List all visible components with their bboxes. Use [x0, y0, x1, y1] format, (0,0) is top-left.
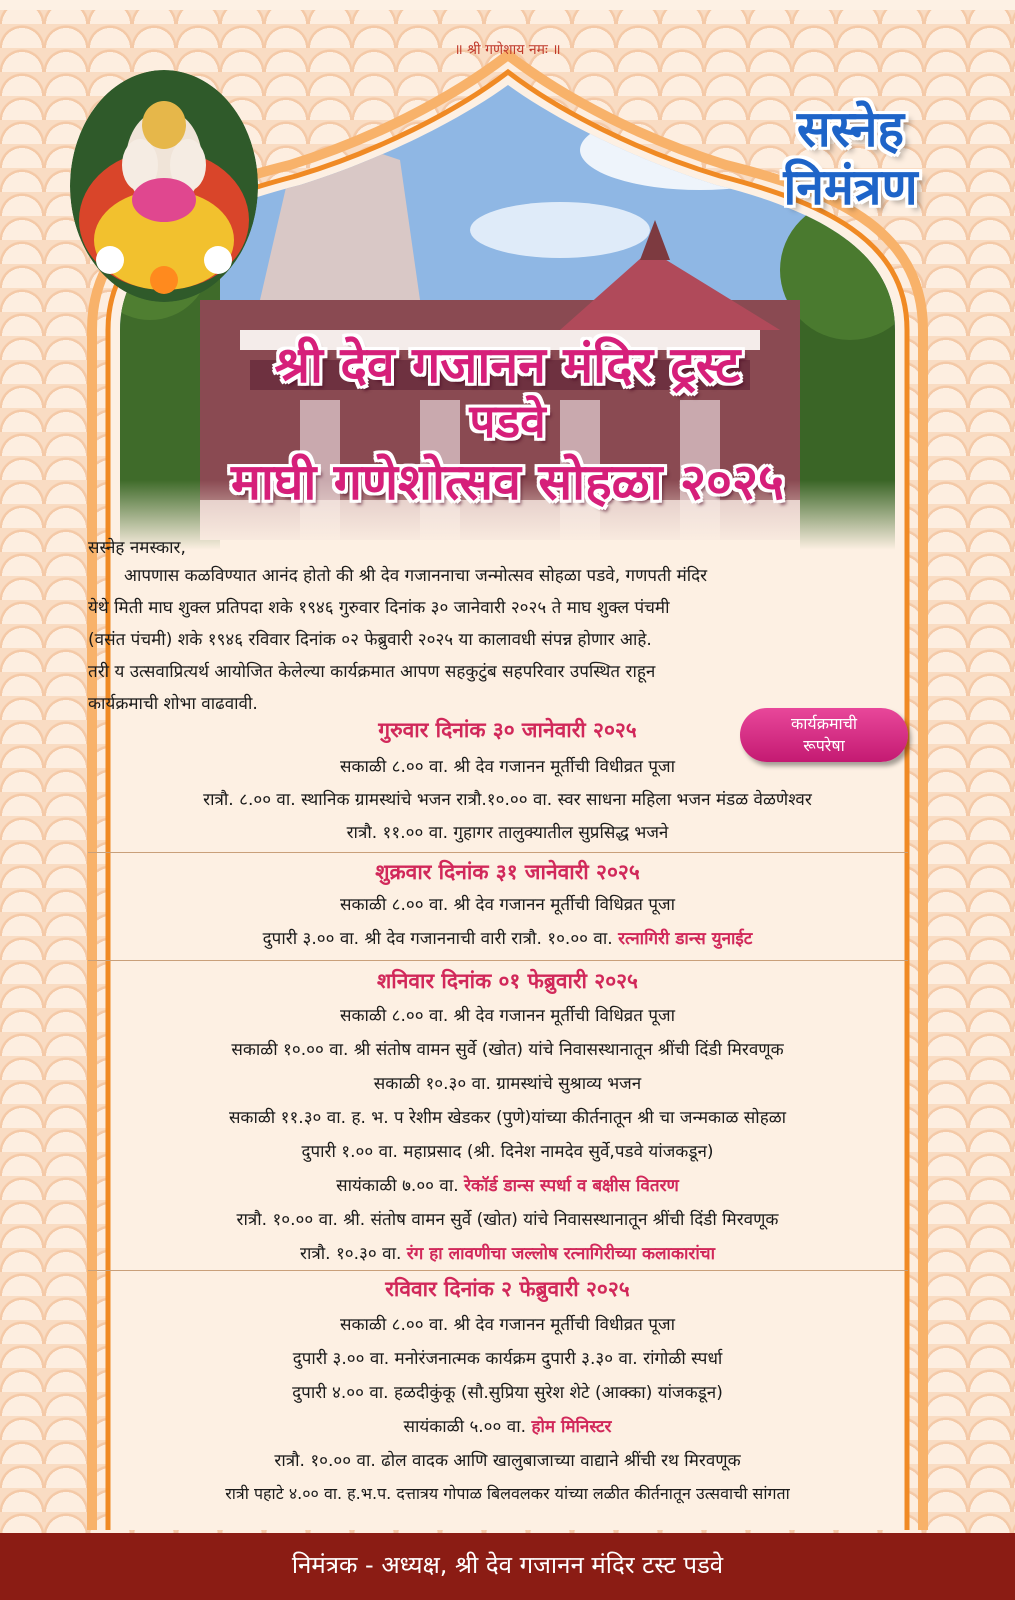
- schedule-line: सकाळी १०.३० वा. ग्रामस्थांचे सुश्राव्य भजन: [373, 1074, 642, 1094]
- divider: [88, 852, 908, 853]
- intro-line: कार्यक्रमाची शोभा वाढवावी.: [88, 694, 258, 714]
- title-village: पडवे: [469, 394, 546, 448]
- schedule-badge-line-1: कार्यक्रमाची: [790, 714, 858, 733]
- highlight-text: रत्नागिरी डान्स युनाईट: [618, 929, 753, 949]
- day-heading-thursday: गुरुवार दिनांक ३० जानेवारी २०२५: [378, 718, 637, 742]
- invitation-badge: [738, 100, 963, 216]
- schedule-line: दुपारी ३.०० वा. श्री देव गजाननाची वारी रात्रौ. १०.०० वा. रत्नागिरी डान्स युनाईट: [262, 929, 753, 949]
- title-festival: माघी गणेशोत्सव सोहळा २०२५: [231, 453, 784, 511]
- schedule-badge-line-2: रूपरेषा: [803, 736, 845, 755]
- intro-line: तरी य उत्सवाप्रित्यर्थ आयोजित केलेल्या कार्यक्रमात आपण सहकुटुंब सहपरिवार उपस्थित राहून: [88, 662, 656, 682]
- divider: [88, 1270, 908, 1271]
- highlight-text: रेकॉर्ड डान्स स्पर्धा व बक्षीस वितरण: [464, 1176, 679, 1196]
- highlight-text: रंग हा लावणीचा जल्लोष रत्नागिरीच्या कलाकारांचा: [406, 1244, 715, 1264]
- schedule-line: सकाळी ११.३० वा. ह. भ. प रेशीम खेडकर (पुणे)यांच्या कीर्तनातून श्री चा जन्मकाळ सोहळा: [228, 1108, 787, 1128]
- schedule-line: सकाळी १०.०० वा. श्री संतोष वामन सुर्वे (खोत) यांचे निवासस्थानातून श्रींची दिंडी मिरवणूक: [231, 1040, 784, 1060]
- schedule-line: सायंकाळी ५.०० वा. होम मिनिस्टर: [403, 1417, 612, 1437]
- invocation-text: ॥ श्री गणेशाय नमः ॥: [454, 42, 561, 58]
- divider: [88, 960, 908, 961]
- intro-paragraph: [88, 560, 928, 720]
- intro-line: (वसंत पंचमी) शके १९४६ रविवार दिनांक ०२ फेब्रुवारी २०२५ या कालावधी संपन्न होणार आहे.: [88, 630, 652, 650]
- footer-organizer: निमंत्रक - अध्यक्ष, श्री देव गजानन मंदिर टस्ट पडवे: [291, 1551, 724, 1579]
- greeting: सस्नेह नमस्कार,: [88, 538, 186, 558]
- schedule-line: दुपारी ४.०० वा. हळदीकुंकू (सौ.सुप्रिया सुरेश शेटे (आक्का) यांजकडून): [292, 1383, 723, 1403]
- intro-line: येथे मिती माघ शुक्ल प्रतिपदा शके १९४६ गुरुवार दिनांक ३० जानेवारी २०२५ ते माघ शुक्ल पंचमी: [88, 598, 670, 618]
- title-trust-name: श्री देव गजानन मंदिर ट्रस्ट: [274, 336, 741, 394]
- schedule-line: रात्रौ. ११.०० वा. गुहागर तालुक्यातील सुप्रसिद्ध भजने: [346, 823, 669, 843]
- schedule-line: सकाळी ८.०० वा. श्री देव गजानन मूर्तीची विधीव्रत पूजा: [339, 1315, 676, 1335]
- schedule-line: सकाळी ८.०० वा. श्री देव गजानन मूर्तीची विधीव्रत पूजा: [339, 757, 676, 777]
- schedule-line: सकाळी ८.०० वा. श्री देव गजानन मूर्तीची विधिव्रत पूजा: [339, 1006, 676, 1026]
- day-heading-sunday: रविवार दिनांक २ फेब्रुवारी २०२५: [385, 1277, 630, 1301]
- schedule-line: दुपारी १.०० वा. महाप्रसाद (श्री. दिनेश नामदेव सुर्वे,पडवे यांजकडून): [301, 1142, 714, 1162]
- schedule-line: दुपारी ३.०० वा. मनोरंजनात्मक कार्यक्रम दुपारी ३.३० वा. रांगोळी स्पर्धा: [292, 1349, 723, 1369]
- highlight-text: होम मिनिस्टर: [531, 1417, 612, 1437]
- badge-line-2: निमंत्रण: [783, 158, 918, 216]
- schedule-line: रात्री पहाटे ४.०० वा. ह.भ.प. दत्तात्रय गोपाळ बिलवलकर यांच्या लळीत कीर्तनातून उत्सवाची सांगता: [225, 1484, 790, 1503]
- intro-line: आपणास कळविण्यात आनंद होतो की श्री देव गजाननाचा जन्मोत्सव सोहळा पडवे, गणपती मंदिर: [124, 566, 708, 586]
- ganesh-idol-photo: [70, 70, 258, 302]
- schedule-line: सायंकाळी ७.०० वा. रेकॉर्ड डान्स स्पर्धा व बक्षीस वितरण: [336, 1176, 679, 1196]
- schedule-line: रात्रौ. ८.०० वा. स्थानिक ग्रामस्थांचे भजन रात्रौ.१०.०० वा. स्वर साधना महिला भजन मंडळ वेळणेश्वर: [203, 790, 812, 810]
- schedule-line: रात्रौ. १०.३० वा. रंग हा लावणीचा जल्लोष रत्नागिरीच्या कलाकारांचा: [300, 1244, 715, 1264]
- day-heading-saturday: शनिवार दिनांक ०१ फेब्रुवारी २०२५: [377, 969, 638, 993]
- schedule-line: सकाळी ८.०० वा. श्री देव गजानन मूर्तीची विधिव्रत पूजा: [339, 895, 676, 915]
- badge-line-1: सस्नेह: [796, 100, 905, 158]
- schedule-line: रात्रौ. १०.०० वा. ढोल वादक आणि खालुबाजाच्या वाद्याने श्रींची रथ मिरवणूक: [274, 1451, 741, 1471]
- day-heading-friday: शुक्रवार दिनांक ३१ जानेवारी २०२५: [375, 860, 640, 884]
- schedule-line: रात्रौ. १०.०० वा. श्री. संतोष वामन सुर्वे (खोत) यांचे निवासस्थानातून श्रींची दिंडी मिरवणूक: [236, 1210, 779, 1230]
